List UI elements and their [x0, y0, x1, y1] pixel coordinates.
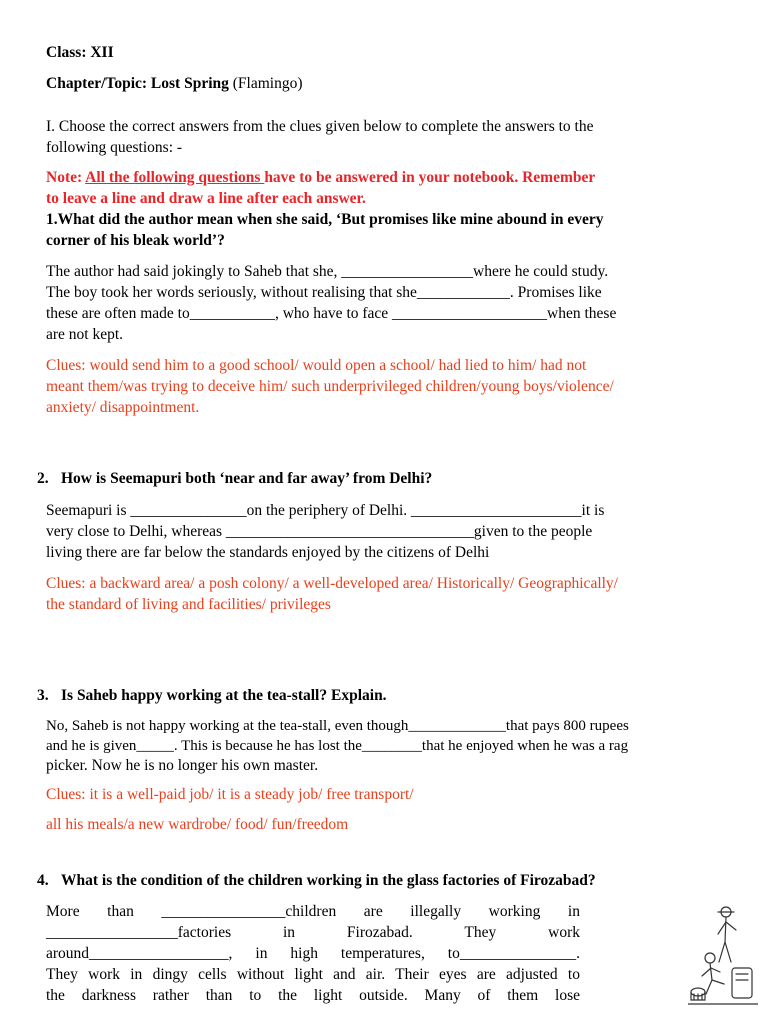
- q2-number: 2.: [37, 470, 49, 487]
- q2-answer-line-3: living there are far below the standards enjoyed by the citizens of Delhi: [46, 544, 490, 561]
- topic-heading: [46, 74, 303, 94]
- q4-answer-line-3: around__________________, in high temperatures, to_______________.: [46, 945, 580, 962]
- q4-answer-line-5: the darkness rather than to the light outside. Many of them lose: [46, 987, 580, 1004]
- q3-answer-line-3: picker. Now he is no longer his own master.: [46, 757, 319, 774]
- q2-answer-line-1: Seemapuri is _______________on the periphery of Delhi. ______________________it is: [46, 502, 605, 519]
- q4-answer-line-2: _________________factories in Firozabad. They work: [46, 924, 580, 941]
- q1-answer-line-3: these are often made to___________, who have to face ____________________when these: [46, 305, 617, 322]
- q3-number: 3.: [37, 687, 49, 704]
- q4-question-text: What is the condition of the children working in the glass factories of Firozabad?: [61, 872, 596, 889]
- q1-answer-line-1: The author had said jokingly to Saheb that she, _________________where he could study.: [46, 263, 609, 280]
- q1-answer-line-2: The boy took her words seriously, without realising that she____________. Promises like: [46, 284, 602, 301]
- q4-answer-line-4: They work in dingy cells without light and air. Their eyes are adjusted to: [46, 966, 580, 983]
- class-label: Class: XII: [46, 44, 114, 61]
- q3-answer-line-1: No, Saheb is not happy working at the tea-stall, even though_____________that pays 800 rupees: [46, 718, 629, 734]
- q1-question-line-2: corner of his bleak world’?: [46, 232, 225, 249]
- q3-clues-line-1: Clues: it is a well-paid job/ it is a steady job/ free transport/: [46, 786, 414, 803]
- q1-clues-line-3: anxiety/ disappointment.: [46, 399, 200, 416]
- q3-question-text: Is Saheb happy working at the tea-stall? Explain.: [61, 687, 387, 704]
- q2-clues-line-2: the standard of living and facilities/ privileges: [46, 596, 331, 613]
- q3-answer-line-2: and he is given_____. This is because he has lost the________that he enjoyed when he was a rag: [46, 738, 629, 754]
- q2-clues-line-1: Clues: a backward area/ a posh colony/ a well-developed area/ Historically/ Geographically/: [46, 575, 618, 592]
- q2-answer-line-2: very close to Delhi, whereas ________________________________given to the people: [46, 523, 593, 540]
- q1-question-line-1: 1.What did the author mean when she said, ‘But promises like mine abound in every: [46, 211, 604, 228]
- note-underlined: All the following questions: [85, 169, 265, 186]
- topic-label: Chapter/Topic: Lost Spring: [46, 75, 229, 92]
- note-line-1: [46, 168, 595, 188]
- q3-clues-line-2: all his meals/a new wardrobe/ food/ fun/freedom: [46, 816, 349, 833]
- q1-answer-line-4: are not kept.: [46, 326, 124, 343]
- q2-question-text: How is Seemapuri both ‘near and far away’ from Delhi?: [61, 470, 433, 487]
- q4-answer-line-1: More than ________________children are illegally working in: [46, 903, 580, 920]
- instruction-line-2: following questions: -: [46, 139, 183, 156]
- note-prefix: Note:: [46, 169, 86, 186]
- q4-number: 4.: [37, 872, 49, 889]
- child-workers-illustration-icon: [688, 900, 758, 1010]
- note-rest: have to be answered in your notebook. Remember: [264, 169, 596, 186]
- note-line-2: to leave a line and draw a line after each answer.: [46, 190, 366, 207]
- q1-clues-line-1: Clues: would send him to a good school/ would open a school/ had lied to him/ had not: [46, 357, 587, 374]
- instruction-line-1: I. Choose the correct answers from the clues given below to complete the answers to the: [46, 118, 594, 135]
- topic-book: (Flamingo): [228, 75, 303, 92]
- q1-clues-line-2: meant them/was trying to deceive him/ such underprivileged children/young boys/violence/: [46, 378, 614, 395]
